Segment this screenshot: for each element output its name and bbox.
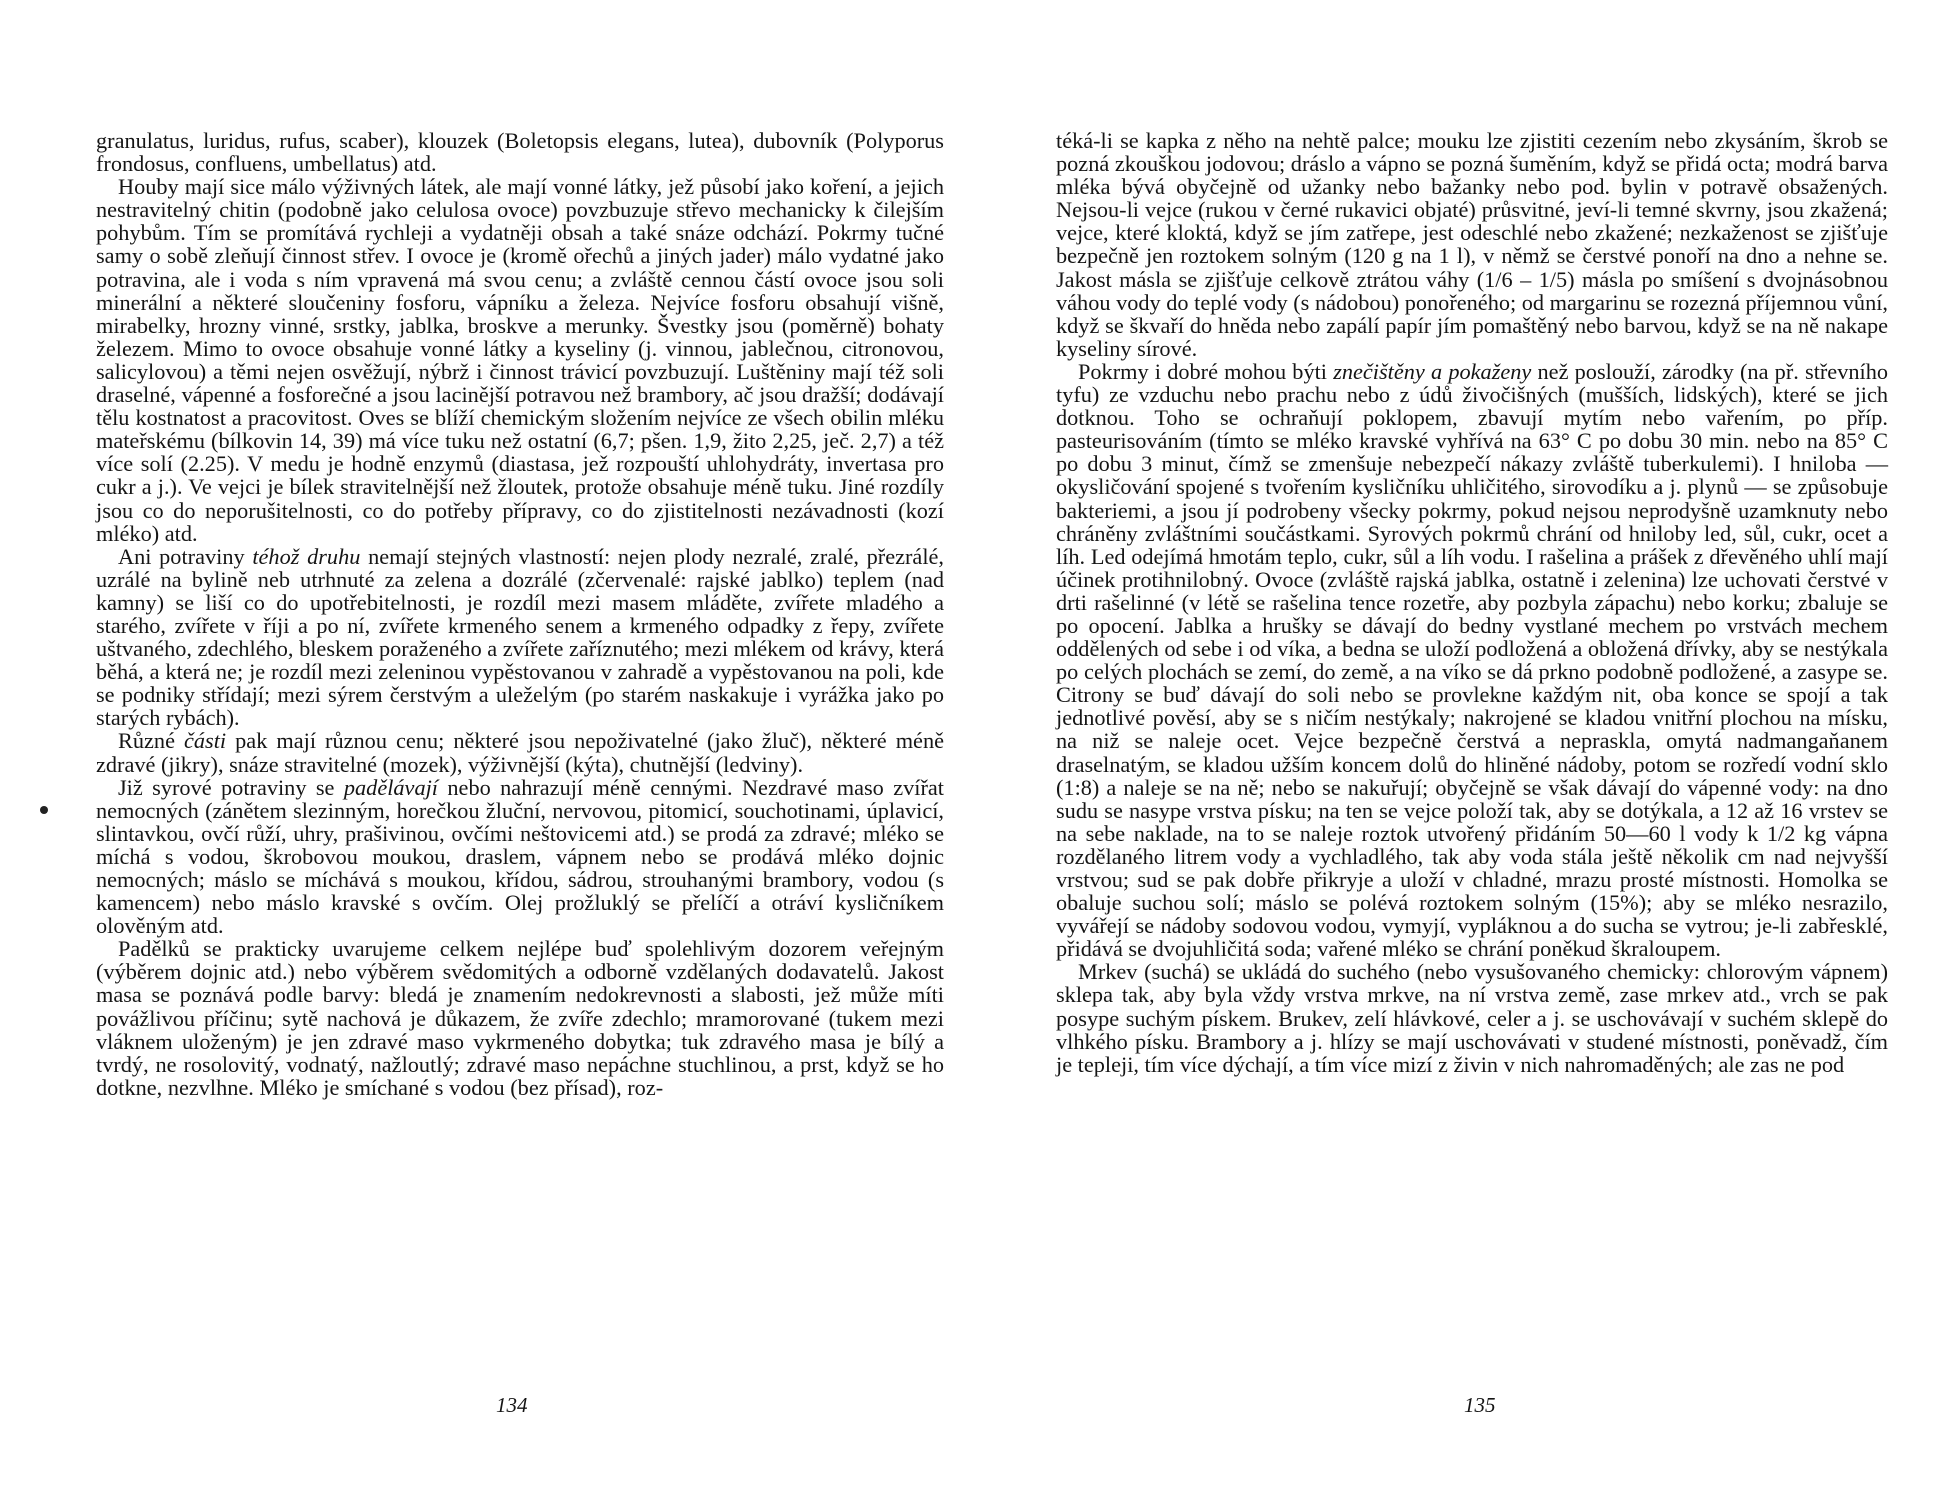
page-number-right: 135 (1464, 1393, 1496, 1417)
left-text-column (96, 129, 944, 1099)
paragraph: téká-li se kapka z něho na nehtě palce; mouku lze zjistiti cezením nebo zkysáním, škrob se pozná zkouškou jodovou; dráslo a vápno se pozná šuměním, když se přidá octa; modrá barva mléka bývá obyčejně od užanky nebo bažanky nebo pod. bylin v potravě obsažených. Nejsou-li vejce (rukou v černé rukavici objaté) průsvitné, jeví-li temné skvrny, jsou zkažená; vejce, které kloktá, když se jím zatřepe, jest odeschlé nebo zkažené; nezkaženost se zjišťuje bezpečně jen roztokem solným (120 g na 1 l), v němž se čerstvé ponoří na dno a nehne se. Jakost másla se zjišťuje celkově ztrátou váhy (1/6 – 1/5) másla po smíšení s dvojnásobnou váhou vody do teplé vody (s nádobou) ponořeného; od margarinu se rozezná příjemnou vůní, když se škvaří do hněda nebo zapálí papír jím pomaštěný nebo barvou, když se na ně nakape kyseliny sírové. (1056, 128, 1888, 361)
scan-speck (40, 806, 48, 814)
paragraph: Padělků se prakticky uvarujeme celkem nejlépe buď spolehlivým dozorem veřejným (výběrem dojnic atd.) nebo výběrem svědomitých a odborně vzdělaných dodavatelů. Jakost masa se poznává podle barvy: bledá je znamením nedokrevnosti a slabosti, jež může míti povážlivou příčinu; sytě nachová je důkazem, že zvíře zdechlo; mramorované (tukem mezi vláknem uloženým) je jen zdravé maso vykrmeného dobytka; tuk zdravého masa je bílý a tvrdý, ne rosolovitý, vodnatý, nažloutlý; zdravé maso nepáchne stuchlinou, a prst, když se ho dotkne, nezvlhne. Mléko je smíchané s vodou (bez přísad), roz- (96, 936, 944, 1100)
page-number-left: 134 (496, 1393, 528, 1417)
paragraph: Pokrmy i dobré mohou býti znečištěny a pokaženy než poslouží, zárodky (na př. střevního tyfu) ze vzduchu nebo prachu nebo z údů živočišných (mušších, lidských), které se jich dotknou. Toho se ochraňují poklopem, zbavují mytím nebo vařením, po příp. pasteurisováním (tímto se mléko kravské vyhřívá na 63° C po dobu 30 min. nebo na 85° C po dobu 3 minut, čímž se zmenšuje nebezpečí nákazy zvláště tuberkulemi). I hniloba — okysličování spojené s tvořením kysličníku uhličitého, sirovodíku a j. plynů — se způsobuje bakteriemi, a jsou jí podrobeny všecky pokrmy, pokud nejsou neprodyšně uzamknuty nebo chráněny zvláštními součástkami. Syrových pokrmů chrání od hniloby led, sůl, cukr, ocet a líh. Led odejímá hmotám teplo, cukr, sůl a líh vodu. I rašelina a prášek z dřevěného uhlí mají účinek protihnilobný. Ovoce (zvláště rajská jablka, ostatně i zelenina) lze uchovati čerstvé v drti rašelinné (v létě se rašelina tence rozetře, aby pozbyla zápachu) nebo korku; zbaluje se po opocení. Jablka a hrušky se dávají do bedny vystlané mechem po vrstvách mechem oddělených od sebe i od víka, a bedna se uloží podložená a obložená dřívky, aby se nestýkala po celých plochách se zemí, do země, a na víko se dá prkno podobně podložené, a zasype se. Citrony se buď dávají do soli nebo se provlekne každým nit, oba konce se spojí a tak jednotlivé pověsí, aby se s ničím nestýkaly; nakrojené se kladou vnitřní plochou na mísku, na niž se naleje ocet. Vejce bezpečně čerstvá a nepraskla, omytá nadmangaňanem draselnatým, se kladou užším koncem dolů do hliněné nádoby, potom se rozředí vodní sklo (1:8) a naleje se na ně; nebo se nakuřují; obyčejně se však dávají do vápenné vody: na dno sudu se nasype vrstva písku; na ten se vejce položí tak, aby se dotýkala, a 12 až 16 vrstev se na sebe naklade, na to se naleje roztok utvořený přidáním 50—60 l vody k 1/2 kg vápna rozdělaného litrem vody a vychladlého, tak aby voda stála ještě několik cm nad nejvyšší vrstvou; sud se pak dobře přikryje a uloží v chladné, mrazu prosté místnosti. Homolka se obaluje suchou solí; máslo se polévá roztokem solným (15%); aby se mléko nesrazilo, vyvářejí se nádoby sodovou vodou, vymyjí, vypláknou a do sucha se vytrou; je-li zabřesklé, přidává se dvojuhličitá soda; vařené mléko se chrání poněkud škraloupem. (1056, 358, 1888, 962)
right-text-column (1056, 129, 1888, 1076)
paragraph: granulatus, luridus, rufus, scaber), klouzek (Boletopsis elegans, lutea), dubovník (Polyporus frondosus, confluens, umbellatus) atd. (96, 128, 944, 177)
paragraph: Různé části pak mají různou cenu; některé jsou nepoživatelné (jako žluč), některé méně zdravé (jikry), snáze stravitelné (mozek), výživnější (kýta), chutnější (ledviny). (96, 728, 944, 777)
paragraph: Již syrové potraviny se padělávají nebo nahrazují méně cennými. Nezdravé maso zvířat nemocných (zánětem slezinným, horečkou žluční, nervovou, pitomicí, souchotinami, úplavicí, slintavkou, ovčí růží, uhry, prašivinou, ovčími neštovicemi atd.) se prodá za zdravé; mléko se míchá s vodou, škrobovou moukou, draslem, vápnem nebo se prodává mléko dojnic nemocných; máslo se míchává s moukou, křídou, sádrou, strouhanými brambory, vodou (s kamencem) nebo máslo kravské s ovčím. Olej prožluklý se přelíčí a otráví kysličníkem olověným atd. (96, 774, 944, 939)
paragraph: Ani potraviny téhož druhu nemají stejných vlastností: nejen plody nezralé, zralé, přezrálé, uzrálé na bylině neb utrhnuté za zelena a dozrálé (zčervenalé: rajské jablko) teplem (nad kamny) se liší co do upotřebitelnosti, je rozdíl mezi masem mláděte, zvířete mladého a starého, zvířete v říji a po ní, zvířete krmeného senem a krmeného odpadky z řepy, zvířete uštvaného, zdechlého, bleskem poraženého a zvířete zaříznutého; mezi mlékem od krávy, která běhá, a která ne; je rozdíl mezi zeleninou vypěstovanou v zahradě a vypěstovanou na poli, kde se podniky střídají; mezi sýrem čerstvým a uleželým (po starém naskakuje i vyrážka jako po starých rybách). (96, 543, 944, 731)
paragraph: Houby mají sice málo výživných látek, ale mají vonné látky, jež působí jako koření, a jejich nestravitelný chitin (podobně jako celulosa ovoce) povzbuzuje střevo mechanicky k čilejším pohybům. Tím se promítává rychleji a vydatněji obsah a také snáze odchází. Pokrmy tučné samy o sobě zleňují činnost střev. I ovoce je (kromě ořechů a jiných jader) málo vydatné jako potravina, ale i voda s ním vpravená má svou cenu; a zvláště cennou částí ovoce jsou soli minerální a některé sloučeniny fosforu, vápníku a železa. Nejvíce fosforu obsahují višně, mirabelky, hrozny vinné, srstky, jablka, broskve a merunky. Švestky jsou (poměrně) bohaty železem. Mimo to ovoce obsahuje vonné látky a kyseliny (j. vinnou, jablečnou, citronovou, salicylovou) a těmi nejen osvěžují, nýbrž i činnost trávicí povzbuzují. Luštěniny mají též soli draselné, vápenné a fosforečné a jsou lacinější potravou než brambory, ač jsou dražší; dodávají tělu kostnatost a pracovitost. Oves se blíží chemickým složením nejvíce ze všech obilin mléku mateřskému (bílkovin 14, 39) má více tuku než ostatní (6,7; pšen. 1,9, žito 2,25, ječ. 2,7) a též více solí (2.25). V medu je hodně enzymů (diastasa, jež rozpouští uhlohydráty, invertasa pro cukr a j.). Ve vejci je bílek stravitelnější než žloutek, protože obsahuje méně tuku. Jiné rozdíly jsou co do neporušitelnosti, co do potřeby přípravy, co do zjistitelnosti nezávadnosti (kozí mléko) atd. (96, 174, 944, 546)
paragraph: Mrkev (suchá) se ukládá do suchého (nebo vysušovaného chemicky: chlorovým vápnem) sklepa tak, aby byla vždy vrstva mrkve, na ní vrstva země, zase mrkev atd., vrch se pak posype suchým pískem. Brukev, zelí hlávkové, celer a j. se uschovávají v suchém sklepě do vlhkého písku. Brambory a j. hlízy se mají uschovávati v studené místnosti, poněvadž, čím je tepleji, tím více dýchají, a tím více mizí z živin v nich nahromaděných; ale zas ne pod (1056, 959, 1888, 1077)
right-page (974, 0, 1948, 1500)
